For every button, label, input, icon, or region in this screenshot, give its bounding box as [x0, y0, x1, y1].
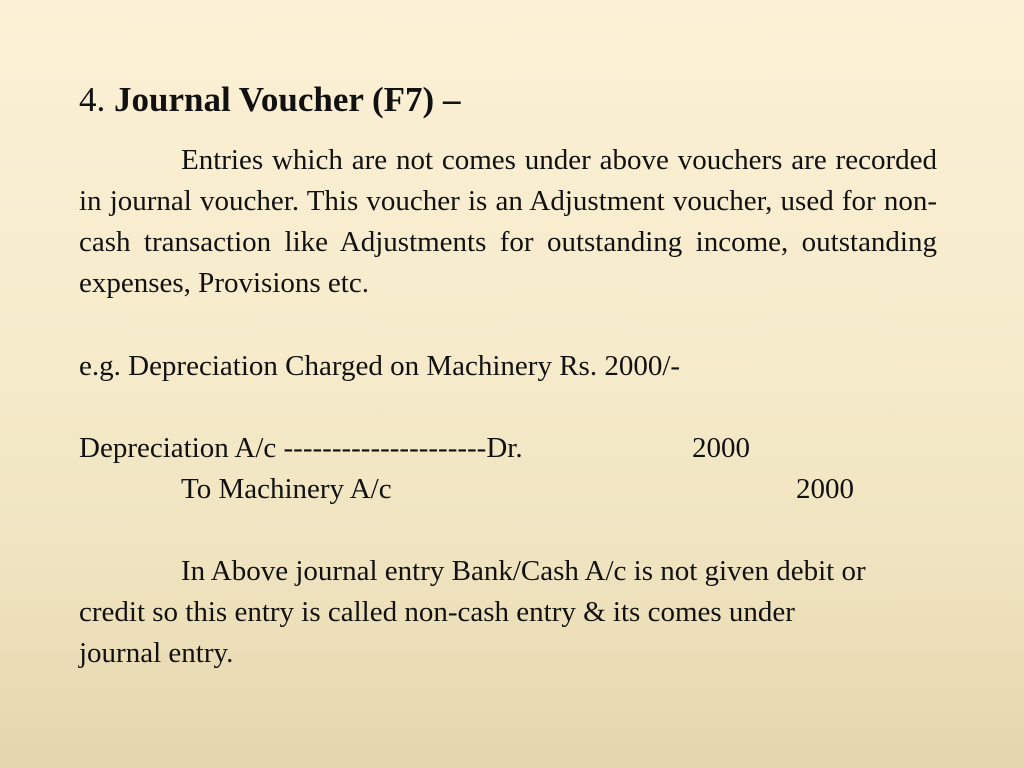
closing-paragraph: In Above journal entry Bank/Cash A/c is not given debit or credit so this entry is called non-cash entry & its comes under journal entry.	[79, 555, 866, 669]
journal-debit-line: Depreciation A/c ---------------------Dr.	[79, 432, 523, 464]
intro-paragraph: Entries which are not comes under above vouchers are recorded in journal voucher. This voucher is an Adjustment voucher, used for non-cash transaction like Adjustments for outstanding income, outstanding expenses, Provisions etc.	[79, 144, 937, 299]
heading-number: 4.	[79, 80, 106, 119]
journal-credit-line: To Machinery A/c	[181, 473, 392, 505]
journal-credit-amount: 2000	[796, 473, 854, 505]
heading-title: Journal Voucher (F7) –	[114, 80, 461, 119]
slide-heading	[79, 78, 460, 122]
journal-debit-amount: 2000	[692, 432, 750, 464]
example-line: e.g. Depreciation Charged on Machinery Rs. 2000/-	[79, 350, 681, 382]
